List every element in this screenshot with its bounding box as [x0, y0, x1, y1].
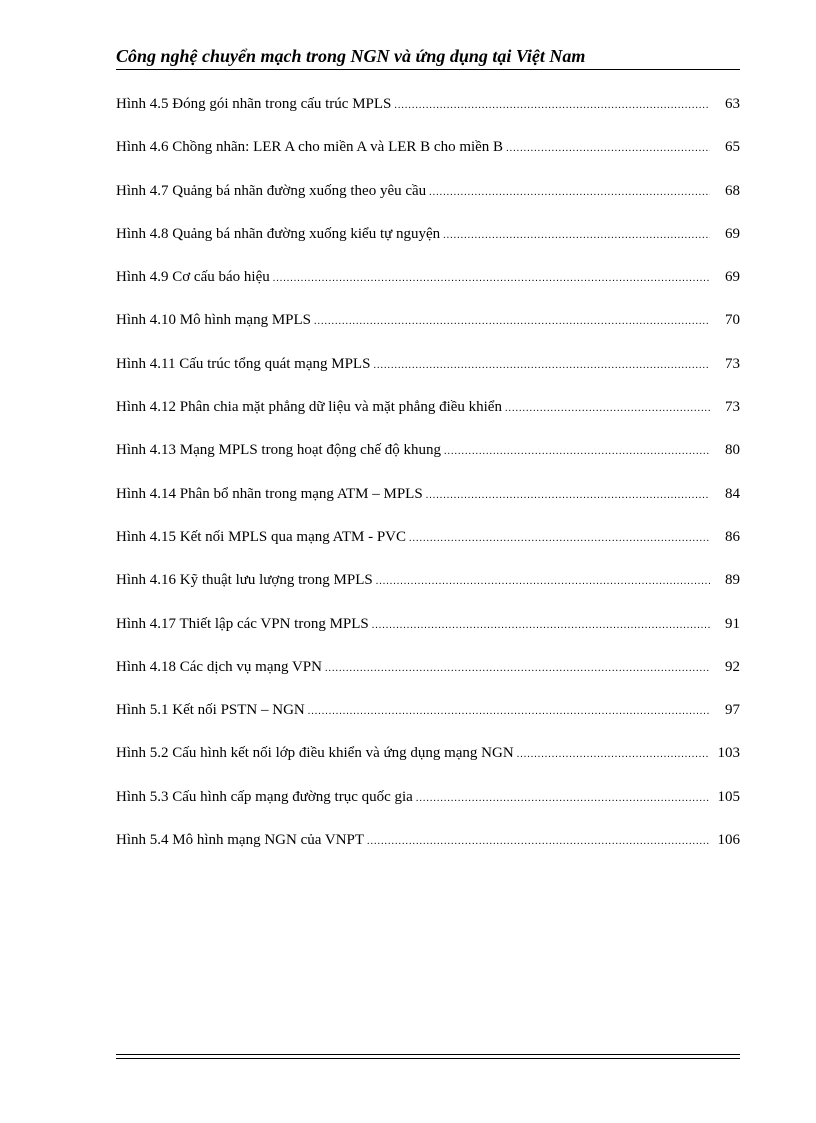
toc-entry — [116, 437, 740, 480]
toc-dot-leader — [416, 786, 710, 812]
toc-entry-page-number: 106 — [717, 832, 740, 849]
toc-entry-page-number: 105 — [717, 788, 740, 805]
toc-entry-page-number: 92 — [725, 658, 740, 675]
toc-entry — [116, 481, 740, 524]
toc-entry-page-number: 89 — [725, 572, 740, 589]
toc-entry-page-number: 91 — [725, 615, 740, 632]
toc-entry-page-number: 68 — [725, 182, 740, 199]
toc-entry-label: Hình 5.2 Cấu hình kết nối lớp điều khiển và ứng dụng mạng NGN — [116, 745, 514, 762]
toc-dot-leader — [308, 699, 710, 725]
toc-dot-leader — [373, 353, 710, 379]
toc-entry-page-number: 84 — [725, 485, 740, 502]
toc-entry-label: Hình 4.11 Cấu trúc tổng quát mạng MPLS — [116, 355, 371, 372]
toc-dot-leader — [325, 656, 710, 682]
toc-dot-leader — [444, 439, 710, 465]
toc-dot-leader — [517, 742, 710, 768]
toc-dot-leader — [394, 93, 710, 119]
toc-entry-page-number: 69 — [725, 269, 740, 286]
toc-entry — [116, 178, 740, 221]
toc-entry — [116, 784, 740, 827]
toc-dot-leader — [409, 526, 710, 552]
toc-entry-label: Hình 4.17 Thiết lập các VPN trong MPLS — [116, 615, 369, 632]
toc-dot-leader — [314, 309, 710, 335]
toc-dot-leader — [273, 266, 710, 292]
toc-entry-label: Hình 4.16 Kỹ thuật lưu lượng trong MPLS — [116, 572, 373, 589]
toc-dot-leader — [429, 180, 710, 206]
toc-entry-label: Hình 4.6 Chồng nhãn: LER A cho miền A và LER B cho miền B — [116, 139, 504, 156]
toc-entry-label: Hình 4.15 Kết nối MPLS qua mạng ATM - PVC — [116, 528, 407, 545]
footer-divider — [116, 1054, 740, 1059]
toc-entry-page-number: 73 — [725, 355, 740, 372]
toc-entry — [116, 221, 740, 264]
toc-entry-page-number: 63 — [725, 96, 740, 112]
toc-entry — [116, 264, 740, 307]
toc-entry-page-number: 86 — [725, 528, 740, 545]
toc-dot-leader — [372, 613, 710, 639]
toc-entry-page-number: 65 — [725, 139, 740, 156]
toc-dot-leader — [506, 136, 710, 162]
toc-entry-page-number: 97 — [725, 702, 740, 719]
toc-entry-label: Hình 4.14 Phân bổ nhãn trong mạng ATM – MPLS — [116, 485, 423, 502]
toc-dot-leader — [505, 396, 710, 422]
toc-entry — [116, 394, 740, 437]
page-header-title: Công nghệ chuyển mạch trong NGN và ứng dụng tại Việt Nam — [116, 46, 586, 66]
toc-dot-leader — [426, 483, 710, 509]
toc-entry — [116, 611, 740, 654]
toc-entry-label: Hình 4.12 Phân chia mặt phẳng dữ liệu và mặt phẳng điều khiển — [116, 399, 502, 416]
toc-entry-label: Hình 4.13 Mạng MPLS trong hoạt động chế độ khung — [116, 442, 441, 459]
toc-entry — [116, 654, 740, 697]
toc-entry-label: Hình 4.9 Cơ cấu báo hiệu — [116, 269, 270, 286]
toc-entry — [116, 351, 740, 394]
toc-entry-label: Hình 5.1 Kết nối PSTN – NGN — [116, 702, 305, 719]
toc-entry-label: Hình 5.3 Cấu hình cấp mạng đường trục quốc gia — [116, 788, 413, 805]
toc-dot-leader — [443, 223, 710, 249]
toc-entry — [116, 524, 740, 567]
toc-entry — [116, 697, 740, 740]
header-divider — [116, 69, 740, 70]
toc-entry-page-number: 80 — [725, 442, 740, 459]
toc-entry — [116, 91, 740, 134]
toc-entry-label: Hình 5.4 Mô hình mạng NGN của VNPT — [116, 832, 365, 849]
toc-entry-label: Hình 4.5 Đóng gói nhãn trong cấu trúc MPLS — [116, 96, 392, 112]
toc-entry-page-number: 73 — [725, 399, 740, 416]
toc-dot-leader — [367, 829, 710, 855]
toc-entry-page-number: 69 — [725, 225, 740, 242]
toc-entry — [116, 827, 740, 870]
toc-entry — [116, 134, 740, 177]
table-of-figures — [116, 91, 740, 870]
toc-entry-label: Hình 4.10 Mô hình mạng MPLS — [116, 312, 312, 329]
toc-entry — [116, 567, 740, 610]
toc-entry-label: Hình 4.7 Quảng bá nhãn đường xuống theo yêu cầu — [116, 182, 427, 199]
toc-entry-label: Hình 4.8 Quảng bá nhãn đường xuống kiểu tự nguyện — [116, 225, 441, 242]
toc-dot-leader — [376, 569, 710, 595]
toc-entry-label: Hình 4.18 Các dịch vụ mạng VPN — [116, 658, 322, 675]
toc-entry — [116, 307, 740, 350]
toc-entry-page-number: 70 — [725, 312, 740, 329]
toc-entry-page-number: 103 — [717, 745, 740, 762]
toc-entry — [116, 740, 740, 783]
